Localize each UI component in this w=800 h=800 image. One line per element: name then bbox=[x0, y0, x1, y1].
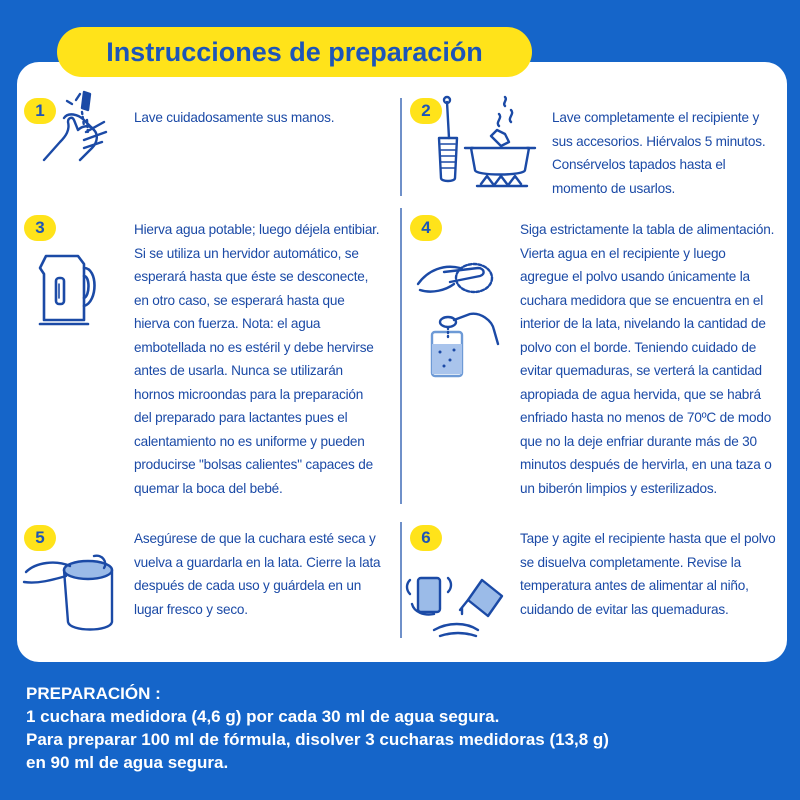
step-text: Tape y agite el recipiente hasta que el polvo se disuelva completamente. Revise la temperatura antes de alimentar al niño, cuidando de evitar las quemaduras. bbox=[520, 531, 776, 617]
step-text: Hierva agua potable; luego déjela entibiar. Si se utiliza un hervidor automático, se esperará hasta que éste se desconecte, en otro caso, se esperará hasta que hierva con fuerza. Nota: el agua embotellada no es estéril y debe hervirse antes de usarla. Nunca se utilizarán hornos microondas para la preparación del preparado para lactantes pues el calentamiento no es uniforme y pueden producirse "bolsas calientes" capaces de quemar la boca del bebé. bbox=[134, 222, 380, 496]
preparation-heading: PREPARACIÓN : bbox=[26, 684, 161, 703]
preparation-line-2: Para preparar 100 ml de fórmula, disolver 3 cucharas medidoras (13,8 g) bbox=[26, 730, 609, 749]
scoop-levelling-and-pouring-icon bbox=[414, 250, 514, 380]
step-number-badge: 4 bbox=[410, 215, 442, 241]
closing-can-icon bbox=[22, 548, 122, 638]
step-text: Asegúrese de que la cuchara esté seca y vuelva a guardarla en la lata. Cierre la lata después de cada uso y guárdela en un lugar fresco y seco. bbox=[134, 531, 381, 617]
column-divider-row2 bbox=[400, 208, 402, 504]
column-divider-row1 bbox=[400, 98, 402, 196]
column-divider-row3 bbox=[400, 522, 402, 638]
hand-washing-icon bbox=[38, 90, 118, 170]
step-number-badge: 1 bbox=[24, 98, 56, 124]
step-text: Lave cuidadosamente sus manos. bbox=[134, 110, 335, 125]
electric-kettle-icon bbox=[34, 250, 104, 330]
step-number-badge: 5 bbox=[24, 525, 56, 551]
step-text: Siga estrictamente la tabla de alimentación. Vierta agua en el recipiente y luego agregue el polvo usando únicamente la cuchara medidora que se encuentra en el interior de la lata, nivelando la cantidad de polvo con el borde. Teniendo cuidado de evitar quemaduras, se verterá la cantidad apropiada de agua hervida, que se habrá enfriado hasta no menos de 70ºC de modo que no la deje enfriar durante más de 30 minutos después de hervirla, en una taza o un biberón limpios y esterilizados. bbox=[520, 222, 775, 496]
step-number-badge: 6 bbox=[410, 525, 442, 551]
shaking-bottle-and-wrist-test-icon bbox=[404, 560, 509, 650]
preparation-section bbox=[26, 682, 786, 774]
step-number-badge: 2 bbox=[410, 98, 442, 124]
step-text: Lave completamente el recipiente y sus accesorios. Hiérvalos 5 minutos. Consérvelos tapados hasta el momento de usarlos. bbox=[552, 110, 766, 196]
preparation-line-3: en 90 ml de agua segura. bbox=[26, 753, 229, 772]
bottle-brush-and-boiling-pot-icon bbox=[425, 92, 540, 192]
preparation-line-1: 1 cuchara medidora (4,6 g) por cada 30 ml de agua segura. bbox=[26, 707, 500, 726]
page-title: Instrucciones de preparación bbox=[57, 27, 532, 77]
step-number-badge: 3 bbox=[24, 215, 56, 241]
